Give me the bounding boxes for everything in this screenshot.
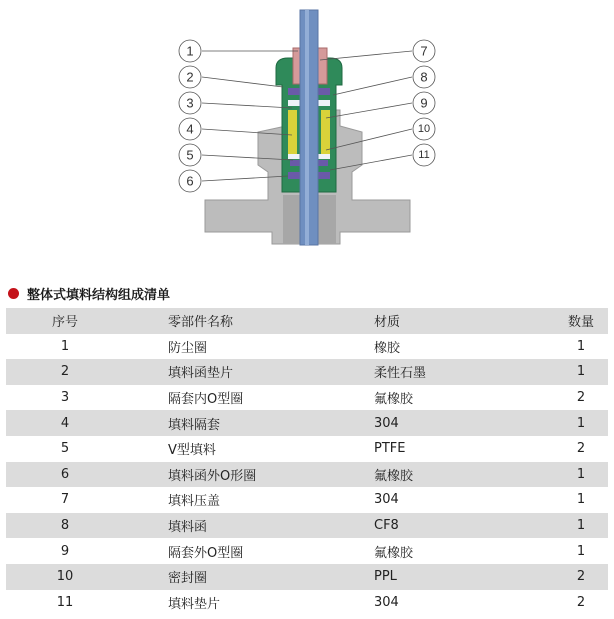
table-row xyxy=(6,334,608,360)
cell-no: 5 xyxy=(60,441,70,457)
cell-name: 填料垫片 xyxy=(168,596,221,612)
header-name: 零部件名称 xyxy=(168,315,234,331)
cell-name: 隔套外O型圈 xyxy=(168,545,244,561)
table-row xyxy=(6,462,608,488)
callout-9: 9 xyxy=(420,95,428,111)
table-row xyxy=(6,487,608,513)
cell-name: V型填料 xyxy=(168,443,216,459)
table-row xyxy=(6,410,608,436)
cell-name: 密封圈 xyxy=(168,571,208,587)
cell-qty: 2 xyxy=(576,569,586,585)
callout-10: 10 xyxy=(417,123,431,135)
cell-no: 7 xyxy=(60,492,70,508)
cell-qty: 1 xyxy=(576,415,586,431)
cell-material: 柔性石墨 xyxy=(374,366,427,382)
cell-material: 橡胶 xyxy=(374,340,401,356)
cell-qty: 1 xyxy=(576,492,586,508)
callout-8: 8 xyxy=(420,69,428,85)
table-row xyxy=(6,538,608,564)
cell-no: 1 xyxy=(60,338,70,354)
table-row xyxy=(6,385,608,411)
cell-no: 2 xyxy=(60,364,70,380)
cell-qty: 2 xyxy=(576,594,586,610)
packing-cross-section-diagram xyxy=(0,0,614,270)
cell-no: 11 xyxy=(56,594,74,610)
cell-name: 填料隔套 xyxy=(168,417,221,433)
cell-material: 氟橡胶 xyxy=(374,545,414,561)
cell-name: 防尘圈 xyxy=(168,340,208,356)
cell-material: 氟橡胶 xyxy=(374,392,414,408)
cell-no: 4 xyxy=(60,415,70,431)
table-row xyxy=(6,590,608,616)
callout-1: 1 xyxy=(186,43,194,59)
cell-no: 10 xyxy=(56,569,74,585)
callout-3: 3 xyxy=(186,95,194,111)
header-material: 材质 xyxy=(374,315,401,331)
callout-7: 7 xyxy=(420,43,428,59)
cell-qty: 1 xyxy=(576,338,586,354)
cell-no: 9 xyxy=(60,543,70,559)
cell-qty: 1 xyxy=(576,364,586,380)
cell-material: PPL xyxy=(374,569,397,585)
cell-no: 6 xyxy=(60,466,70,482)
section-header xyxy=(8,284,170,302)
stem-highlight xyxy=(305,10,309,245)
cell-no: 3 xyxy=(60,390,70,406)
cell-material: 304 xyxy=(374,594,399,610)
cell-material: CF8 xyxy=(374,518,399,534)
cell-material: PTFE xyxy=(374,441,406,457)
cell-qty: 1 xyxy=(576,543,586,559)
cell-material: 氟橡胶 xyxy=(374,468,414,484)
section-title: 整体式填料结构组成清单 xyxy=(27,287,171,303)
table-header-row xyxy=(6,308,608,334)
table-row xyxy=(6,513,608,539)
header-no: 序号 xyxy=(51,315,78,331)
packing-spacer-right xyxy=(321,110,330,154)
cell-material: 304 xyxy=(374,492,399,508)
callout-2: 2 xyxy=(186,69,194,85)
table-row xyxy=(6,564,608,590)
table-row xyxy=(6,359,608,385)
cell-name: 填料函 xyxy=(168,520,208,536)
callout-4: 4 xyxy=(186,121,194,137)
cell-qty: 2 xyxy=(576,390,586,406)
header-qty: 数量 xyxy=(567,315,594,331)
red-bullet-icon xyxy=(8,288,19,299)
table-row xyxy=(6,436,608,462)
cell-qty: 1 xyxy=(576,466,586,482)
cell-name: 填料压盖 xyxy=(168,494,221,510)
packing-spacer-left xyxy=(288,110,297,154)
cell-no: 8 xyxy=(60,518,70,534)
cell-name: 填料函垫片 xyxy=(168,366,234,382)
cell-qty: 1 xyxy=(576,518,586,534)
cell-name: 填料函外O形圈 xyxy=(168,468,257,484)
parts-table xyxy=(6,308,608,615)
cell-qty: 2 xyxy=(576,441,586,457)
cell-material: 304 xyxy=(374,415,399,431)
callout-11: 11 xyxy=(418,149,430,161)
callout-6: 6 xyxy=(186,173,194,189)
cell-name: 隔套内O型圈 xyxy=(168,392,244,408)
callout-5: 5 xyxy=(186,147,194,163)
